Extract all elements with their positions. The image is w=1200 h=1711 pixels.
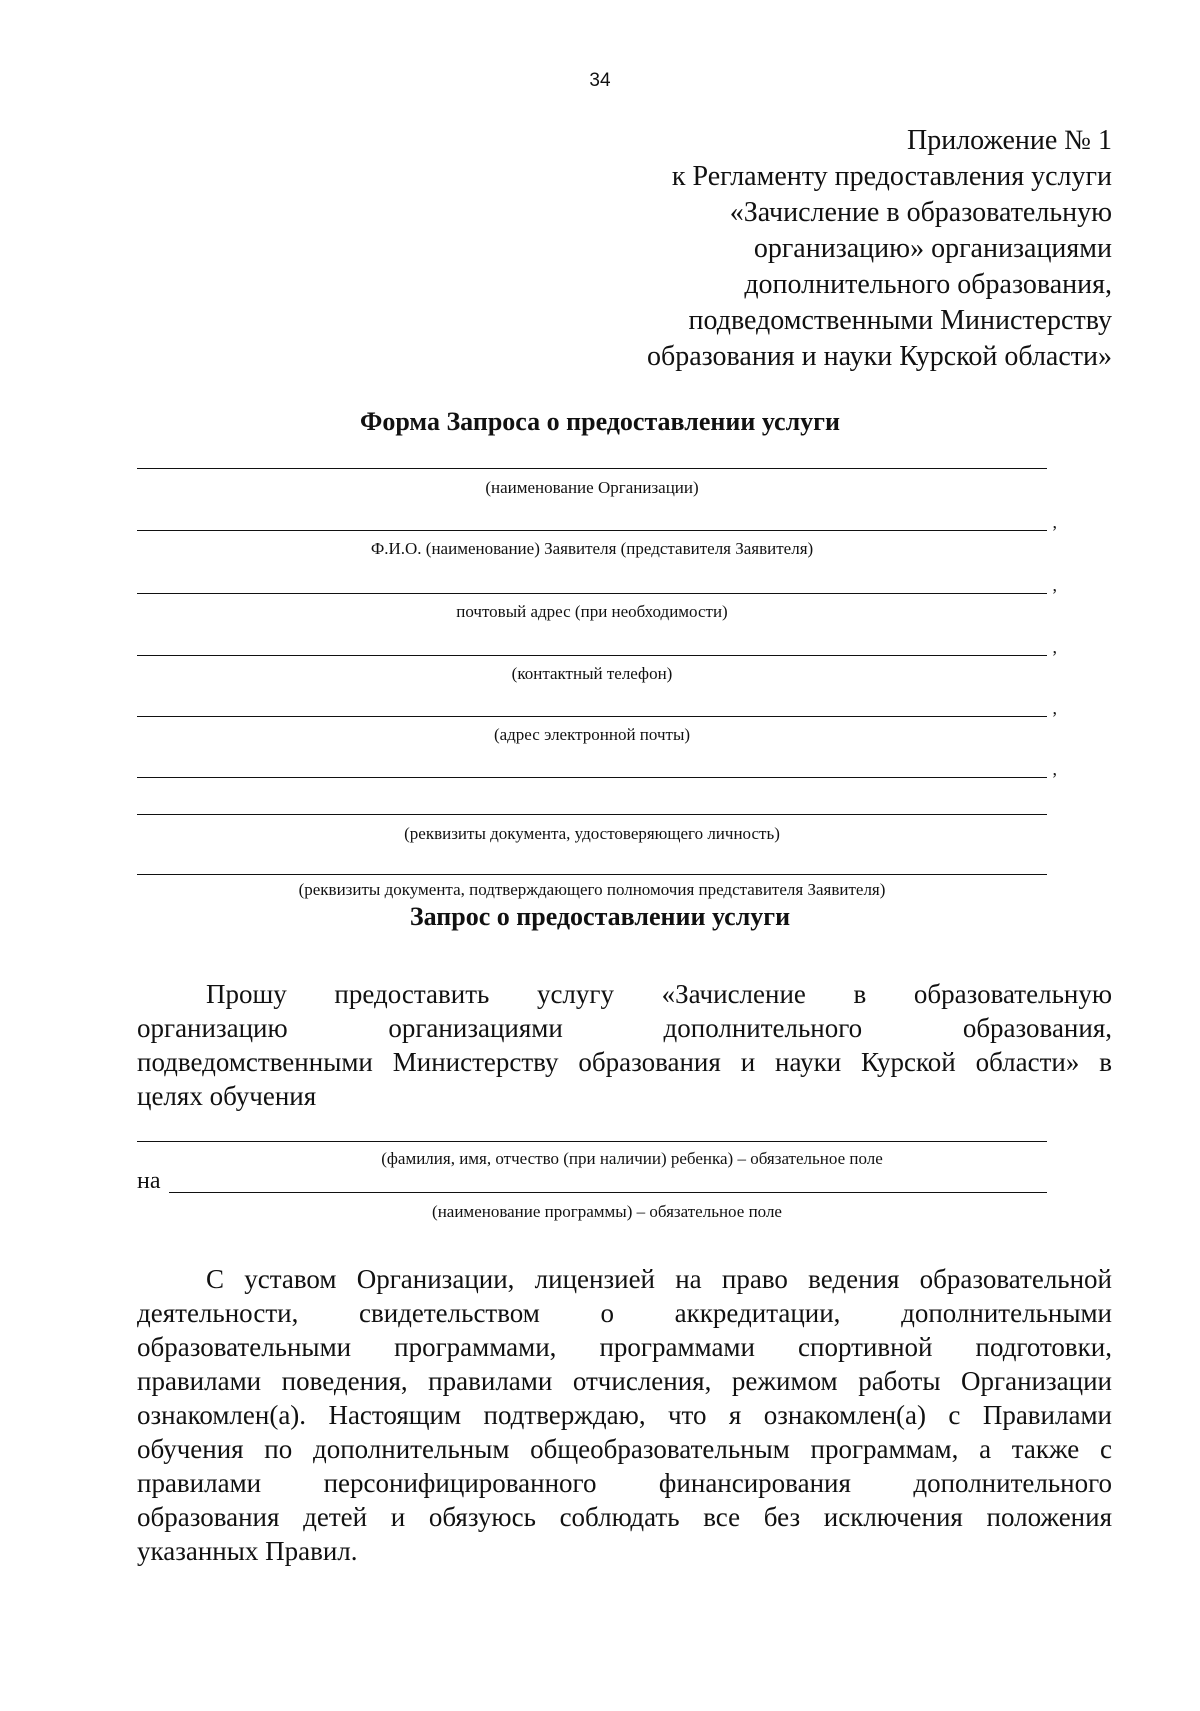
paragraph-line: правилами персонифицированного финансирования дополнительного [137,1468,1112,1498]
comma: , [1052,759,1057,779]
paragraph-line: образовательными программами, программами спортивной подготовки, [137,1332,1112,1362]
underline [137,655,1047,656]
appendix-line: «Зачисление в образовательную [729,197,1112,228]
underline [137,530,1047,531]
program-prefix: на [137,1168,161,1194]
comma: , [1052,575,1057,595]
field-caption: почтовый адрес (при необходимости) [456,602,728,621]
appendix-line: организацию» организациями [753,233,1112,264]
field-caption: (контактный телефон) [511,664,673,683]
underline [137,814,1047,815]
paragraph-line: С уставом Организации, лицензией на право ведения образовательной [206,1264,1112,1294]
field-caption: (наименование Организации) [485,478,699,497]
paragraph-line: организацию организациями дополнительного образования, [137,1013,1112,1043]
form-title: Форма Запроса о предоставлении услуги [360,407,840,436]
underline [137,468,1047,469]
underline [137,593,1047,594]
field-caption: (адрес электронной почты) [493,725,691,744]
paragraph-line: подведомственными Министерству образования и науки Курской области» в [137,1047,1112,1077]
field-caption: (реквизиты документа, удостоверяющего личность) [404,824,780,843]
underline [137,1141,1047,1142]
comma: , [1052,698,1057,718]
comma: , [1052,512,1057,532]
program-field[interactable] [137,1168,1047,1221]
paragraph-line: образования детей и обязуюсь соблюдать все без исключения положения [137,1502,1112,1532]
underline [137,777,1047,778]
underline [169,1192,1047,1193]
paragraph-line: ознакомлен(а). Настоящим подтверждаю, что я ознакомлен(а) с Правилами [137,1400,1112,1430]
appendix-line: подведомственными Министерству [688,305,1112,336]
field-caption: (фамилия, имя, отчество (при наличии) ребенка) – обязательное поле [381,1149,883,1168]
paragraph-line: обучения по дополнительным общеобразовательным программам, а также с [137,1434,1112,1464]
appendix-line: дополнительного образования, [744,269,1112,300]
underline [137,716,1047,717]
field-caption: Ф.И.О. (наименование) Заявителя (представителя Заявителя) [370,539,814,558]
field-caption: (реквизиты документа, подтверждающего полномочия представителя Заявителя) [298,880,886,899]
page-number: 34 [589,70,611,91]
appendix-line: к Регламенту предоставления услуги [671,161,1112,192]
paragraph-line: правилами поведения, правилами отчисления, режимом работы Организации [137,1366,1112,1396]
paragraph-line: целях обучения [137,1081,317,1111]
field-caption: (наименование программы) – обязательное поле [432,1202,782,1221]
appendix-line: образования и науки Курской области» [646,341,1112,372]
paragraph-line: деятельности, свидетельством о аккредитации, дополнительными [137,1298,1112,1328]
underline [137,874,1047,875]
paragraph-line: указанных Правил. [137,1536,358,1566]
comma: , [1052,637,1057,657]
appendix-title: Приложение № 1 [907,125,1112,156]
request-title: Запрос о предоставлении услуги [409,902,791,931]
paragraph-line: Прошу предоставить услугу «Зачисление в образовательную [206,979,1112,1009]
